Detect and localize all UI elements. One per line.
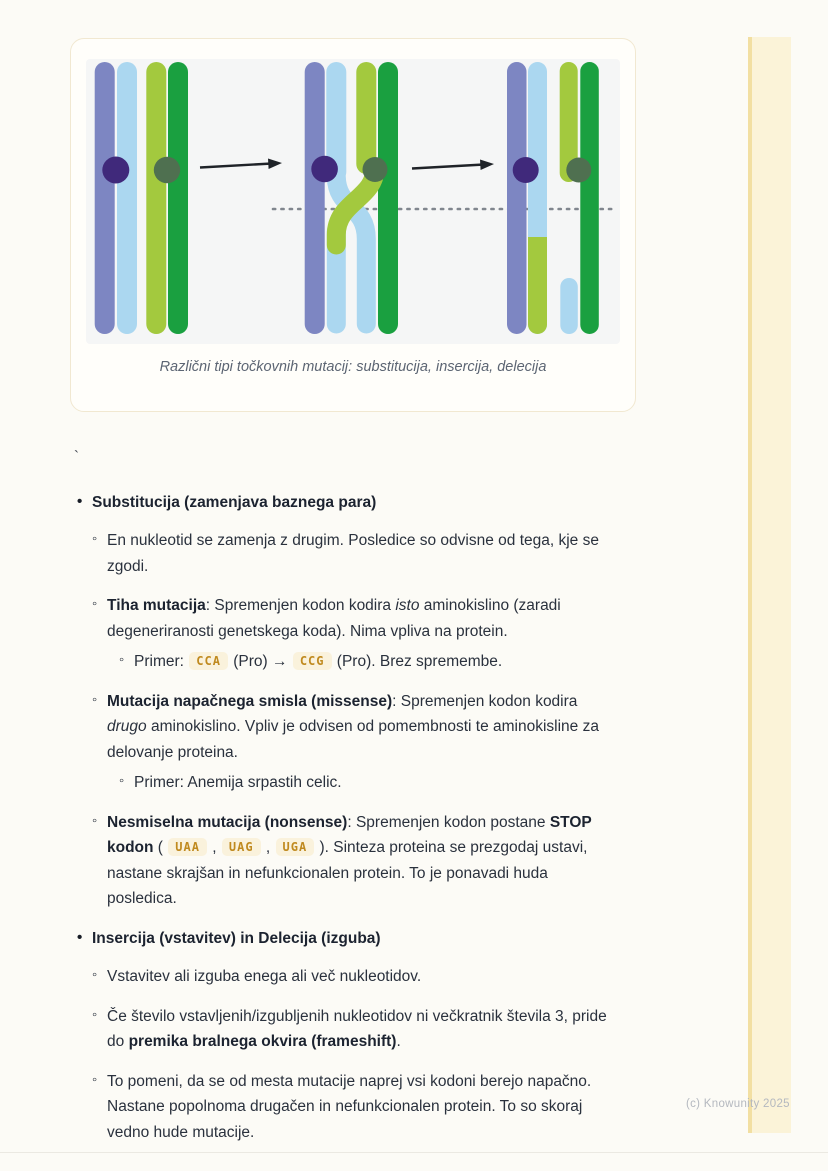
figure-caption: Različni tipi točkovnih mutacij: substitucija, insercija, delecija [159,359,547,375]
chromatid-purple [305,62,325,334]
text-segment: ( [153,839,168,857]
chromatid-green [378,62,398,334]
mutation-list [62,490,628,1159]
text-segment: (Pro). Brez spremembe. [332,653,503,671]
circle-bullet-icon: ◦ [119,773,125,790]
text-segment: . [396,1033,401,1051]
chromatid-green [580,62,599,334]
centromere-icon [154,157,180,183]
codon-badge: UAA [168,838,207,856]
highlight-bar [748,37,791,1133]
text-segment: aminokislino (zaradi degeneriranosti genetskega koda). Nima vpliva na protein. [107,597,561,640]
arrow-icon [200,159,282,170]
list-item-text [134,649,628,674]
list-item-text [107,593,612,644]
text-segment: STOP kodon [107,813,592,857]
chromatid-lime-segment [528,237,547,334]
list-item [92,593,628,674]
chromatid-lime [146,62,166,334]
text-segment: Insercija (vstavitev) in Delecija (izguba) [92,929,381,947]
list-item [92,528,628,579]
mutation-type-item [62,926,628,1145]
circle-bullet-icon: ◦ [92,1006,98,1023]
list-item [92,810,628,912]
list-item [119,770,628,795]
text-segment: Primer: Anemija srpastih celic. [134,774,342,792]
sub-list [119,649,628,674]
stray-backtick: ` [74,448,79,465]
text-segment: : Spremenjen kodon postane [347,813,550,831]
text-segment: : Spremenjen kodon kodira [205,597,396,615]
text-segment: Če število vstavljenih/izgubljenih nukleotidov ni večkratnik števila 3, pride do [107,1007,607,1051]
centromere-icon [513,157,539,183]
text-segment: Mutacija napačnega smisla (missense) [107,692,393,710]
chromosome-crossover-illustration [86,59,620,344]
list-item-text [107,1069,612,1145]
text-segment: premika bralnega okvira (frameshift) [128,1033,397,1051]
sub-list [119,770,628,795]
circle-bullet-icon: ◦ [92,812,98,829]
text-segment: To pomeni, da se od mesta mutacije naprej vsi kodoni berejo napačno. Nastane popolnoma drugačen in nefunkcionalen protein. To so skoraj vedno hude mutacije. [107,1072,592,1141]
text-segment: : Spremenjen kodon kodira [392,692,578,710]
list-item [92,964,628,989]
list-item [92,1069,628,1145]
codon-badge: UAG [222,838,261,856]
text-segment: ). Sinteza proteina se prezgodaj ustavi, nastane skrajšan in nefunkcionalen protein. To je ponavadi huda posledica. [107,839,588,908]
text-segment: Nesmiselna mutacija (nonsense) [107,813,348,831]
bullet-icon: • [77,928,83,946]
list-item-text [107,964,612,989]
circle-bullet-icon: ◦ [119,652,125,669]
centromere-icon [566,158,591,183]
chromatid-purple [95,62,115,334]
circle-bullet-icon: ◦ [92,531,98,548]
text-segment: (Pro) → [228,653,292,671]
page-divider [0,1152,828,1153]
codon-badge: CCA [189,652,228,670]
list-item-text [107,528,612,579]
codon-badge: UGA [276,838,315,856]
circle-bullet-icon: ◦ [92,691,98,708]
circle-bullet-icon: ◦ [92,967,98,984]
list-item-text [107,689,612,765]
centromere-icon [102,157,129,184]
text-segment: Vstavitev ali izguba enega ali več nukleotidov. [107,968,422,986]
centromere-icon [363,157,388,182]
text-segment: En nukleotid se zamenja z drugim. Posledice so odvisne od tega, kje se zgodi. [107,532,599,575]
list-item-text [107,810,612,912]
bullet-icon: • [77,493,83,510]
list-item [92,1004,628,1055]
chromatid-purple [507,62,527,334]
list-item-text [92,926,628,951]
list-item [92,689,628,796]
chromatid-blue-fragment [560,278,578,334]
list-item [119,649,628,674]
chromatid-blue [117,62,137,334]
text-segment: Primer: [134,653,189,671]
chromatid-green [168,62,188,334]
circle-bullet-icon: ◦ [92,1071,98,1088]
mutation-type-item [62,490,628,912]
watermark: (c) Knowunity 2025 [686,1098,790,1110]
list-item-text [107,1004,612,1055]
text-segment: aminokislino. Vpliv je odvisen od pomembnosti te aminokisline za delovanje proteina. [107,718,599,761]
text-segment: Tiha mutacija [107,597,206,615]
codon-badge: CCG [293,652,332,670]
sub-list [92,964,628,1145]
text-segment: Substitucija (zamenjava baznega para) [92,494,377,511]
text-segment: , [207,839,221,857]
mutation-diagram [86,59,620,344]
chromosomes-crossing-over [305,62,398,334]
list-item-text [134,770,628,795]
circle-bullet-icon: ◦ [92,596,98,613]
centromere-icon [311,156,338,183]
list-item-text [92,490,628,515]
chromosomes-before [95,62,188,334]
text-segment: , [261,839,275,857]
chromosomes-after [507,62,599,334]
text-segment: drugo [107,718,147,736]
arrow-icon [412,160,494,171]
figure-card [70,38,636,412]
sub-list [92,528,628,911]
text-segment: isto [395,597,420,615]
